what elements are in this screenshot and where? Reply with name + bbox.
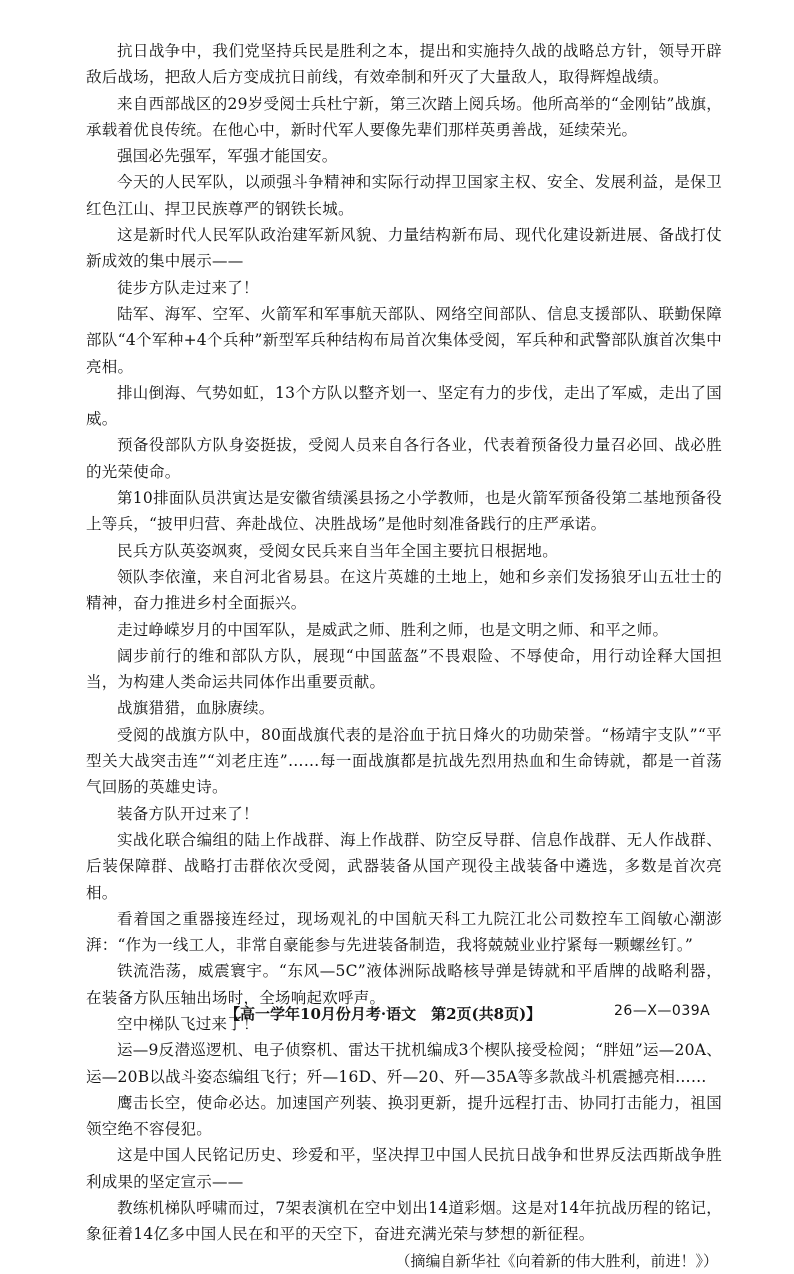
paragraph: 实战化联合编组的陆上作战群、海上作战群、防空反导群、信息作战群、无人作战群、后装保障群、战略打击群依次受阅，武器装备从国产现役主战装备中遴选，多数是首次亮相。: [86, 830, 722, 902]
paragraph: 阔步前行的维和部队方队，展现“中国蓝盔”不畏艰险、不辱使命，用行动诠释大国担当，为构建人类命运共同体作出重要贡献。: [86, 646, 722, 692]
paragraph: 空中梯队飞过来了！: [117, 1014, 259, 1033]
paragraph: 运—9反潜巡逻机、电子侦察机、雷达干扰机编成3个楔队接受检阅；“胖妞”运—20A、运—20B以战斗姿态编组飞行；歼—16D、歼—20、歼—35A等多款战斗机震撼亮相……: [86, 1041, 722, 1086]
page-footer: [225, 1003, 725, 1027]
paragraph: 陆军、海军、空军、火箭军和军事航天部队、网络空间部队、信息支援部队、联勤保障部队“4个军种+4个兵种”新型军兵种结构布局首次集体受阅，军兵种和武警部队旗首次集中亮相。: [86, 304, 722, 376]
document-code: 26—X—039A: [614, 1003, 711, 1019]
paragraph: 排山倒海、气势如虹，13个方队以整齐划一、坚定有力的步伐，走出了军威，走出了国威。: [86, 383, 722, 429]
paragraph: 第10排面队员洪寅达是安徽省绩溪县扬之小学教师，也是火箭军预备役第二基地预备役上等兵，“披甲归营、奔赴战位、决胜战场”是他时刻准备践行的庄严承诺。: [86, 489, 722, 534]
paragraph: 看着国之重器接连经过，现场观礼的中国航天科工九院江北公司数控车工阎敏心潮澎湃：“作为一线工人，非常自豪能参与先进装备制造，我将兢兢业业拧紧每一颗螺丝钉。”: [86, 909, 722, 955]
paragraph: 铁流浩荡，威震寰宇。“东风—5C”液体洲际战略核导弹是铸就和平盾牌的战略利器，在装备方队压轴出场时，全场响起欢呼声。: [86, 962, 722, 1007]
paragraph: 民兵方队英姿飒爽，受阅女民兵来自当年全国主要抗日根据地。: [117, 541, 559, 560]
paragraph: 教练机梯队呼啸而过，7架表演机在空中划出14道彩烟。这是对14年抗战历程的铭记，象征着14亿多中国人民在和平的天空下，奋进充满光荣与梦想的新征程。: [86, 1199, 722, 1244]
paragraph: 今天的人民军队，以顽强斗争精神和实际行动捍卫国家主权、安全、发展利益，是保卫红色江山、捍卫民族尊严的钢铁长城。: [86, 173, 722, 218]
paragraph: 这是新时代人民军队政治建军新风貌、力量结构新布局、现代化建设新进展、备战打仗新成效的集中展示——: [86, 226, 722, 271]
article-body: [86, 38, 722, 1274]
paragraph: 这是中国人民铭记历史、珍爱和平，坚决捍卫中国人民抗日战争和世界反法西斯战争胜利成果的坚定宣示——: [86, 1146, 722, 1191]
paragraph: 预备役部队方队身姿挺拔，受阅人员来自各行各业，代表着预备役力量召必回、战必胜的光荣使命。: [86, 436, 722, 481]
paragraph: 鹰击长空，使命必达。加速国产列装、换羽更新，提升远程打击、协同打击能力，祖国领空绝不容侵犯。: [86, 1093, 722, 1139]
paragraph: 徒步方队走过来了！: [117, 278, 259, 297]
source-citation: （摘编自新华社《向着新的伟大胜利，前进！》）: [395, 1251, 718, 1270]
paragraph: 领队李依潼，来自河北省易县。在这片英雄的土地上，她和乡亲们发扬狼牙山五壮士的精神，奋力推进乡村全面振兴。: [86, 567, 722, 613]
paragraph: 战旗猎猎，血脉赓续。: [117, 699, 275, 718]
paragraph: 装备方队开过来了！: [117, 804, 259, 823]
paragraph: 抗日战争中，我们党坚持兵民是胜利之本，提出和实施持久战的战略总方针，领导开辟敌后战场，把敌人后方变成抗日前线，有效牵制和歼灭了大量敌人，取得辉煌战绩。: [86, 42, 722, 87]
paragraph: 来自西部战区的29岁受阅士兵杜宁新，第三次踏上阅兵场。他所高举的“金刚钻”战旗，承载着优良传统。在他心中，新时代军人要像先辈们那样英勇善战，延续荣光。: [86, 94, 722, 139]
paragraph: 受阅的战旗方队中，80面战旗代表的是浴血于抗日烽火的功勋荣誉。“杨靖宇支队”“平型关大战突击连”“刘老庄连”……每一面战旗都是抗战先烈用热血和生命铸就，都是一首荡气回肠的英雄史诗。: [86, 725, 722, 797]
paragraph: 强国必先强军，军强才能国安。: [117, 147, 338, 166]
paragraph: 走过峥嵘岁月的中国军队，是威武之师、胜利之师，也是文明之师、和平之师。: [117, 620, 669, 639]
exam-page-info: 【高一学年10月份月考·语文 第2页(共8页)】: [225, 1005, 542, 1023]
